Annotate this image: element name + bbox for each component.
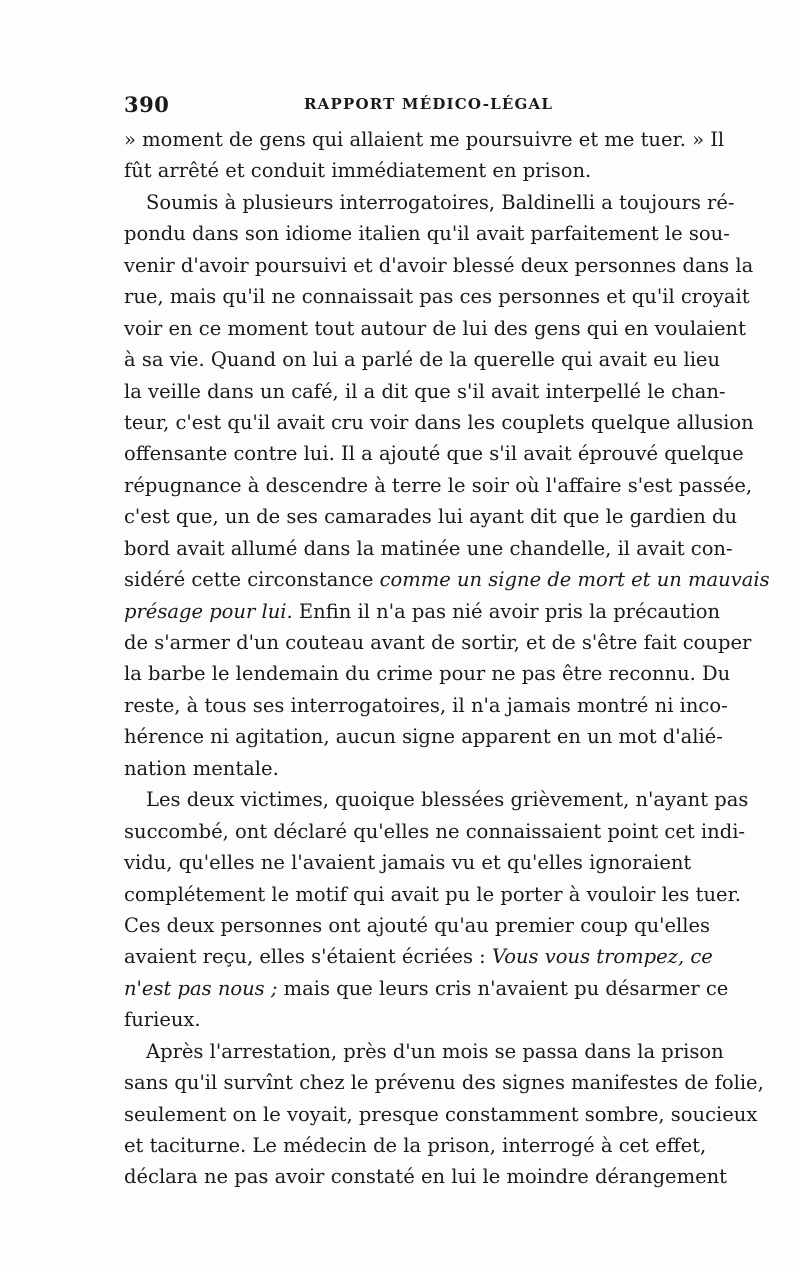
- text-line: [124, 1130, 707, 1161]
- text-line: [124, 564, 770, 595]
- text-line: [124, 784, 749, 815]
- text-line: [124, 281, 750, 312]
- text-line: [124, 250, 754, 281]
- text-segment: de s'armer d'un couteau avant de sortir, et de s'être fait couper: [124, 631, 752, 654]
- text-segment: teur, c'est qu'il avait cru voir dans les couplets quelque allusion: [124, 410, 754, 434]
- text-line: [124, 690, 728, 721]
- text-line: [124, 1067, 764, 1098]
- text-segment: la veille dans un café, il a dit que s'il avait interpellé le chan-: [124, 379, 726, 403]
- text-segment: complétement le motif qui avait pu le porter à vouloir les tuer.: [124, 882, 741, 906]
- text-line: [124, 187, 735, 218]
- text-line: [124, 721, 723, 752]
- text-line: [124, 218, 730, 249]
- italic-text: présage pour lui.: [124, 599, 293, 623]
- text-segment: fût arrêté et conduit immédiatement en prison.: [124, 159, 592, 183]
- text-segment: Enfin il n'a pas nié avoir pris la précaution: [292, 599, 721, 623]
- text-line: [124, 533, 733, 564]
- text-line: [124, 973, 729, 1004]
- text-segment: nation mentale.: [124, 756, 279, 780]
- text-segment: sidéré cette circonstance: [124, 568, 380, 592]
- text-line: [124, 501, 738, 532]
- text-segment: la barbe le lendemain du crime pour ne pas être reconnu. Du: [124, 662, 731, 686]
- text-line: [124, 376, 726, 407]
- text-line: [124, 438, 744, 469]
- text-segment: pondu dans son idiome italien qu'il avait parfaitement le sou-: [124, 222, 730, 246]
- text-line: [124, 470, 753, 501]
- text-line: [124, 847, 692, 878]
- page-number: 390: [124, 92, 170, 117]
- text-line: [124, 910, 711, 941]
- text-segment: offensante contre lui. Il a ajouté que s'il avait éprouvé quelque: [124, 442, 744, 466]
- text-segment: Soumis à plusieurs interrogatoires, Baldinelli a toujours ré-: [146, 190, 735, 214]
- text-line: [124, 344, 721, 375]
- text-segment: bord avait allumé dans la matinée une chandelle, il avait con-: [124, 536, 733, 560]
- running-title: RAPPORT MÉDICO-LÉGAL: [304, 95, 554, 113]
- text-line: [124, 1004, 669, 1035]
- body-text: [124, 124, 770, 1193]
- text-segment: Ces deux personnes ont ajouté qu'au premier coup qu'elles: [124, 913, 711, 937]
- text-line: [124, 941, 713, 972]
- text-segment: hérence ni agitation, aucun signe apparent en un mot d'alié-: [124, 725, 723, 749]
- text-segment: succombé, ont déclaré qu'elles ne connaissaient point cet indi-: [124, 819, 746, 843]
- text-segment: venir d'avoir poursuivi et d'avoir blessé deux personnes dans la: [124, 253, 754, 277]
- italic-text: comme un signe de mort et un mauvais: [379, 568, 770, 592]
- text-segment: vidu, qu'elles ne l'avaient jamais vu et qu'elles ignoraient: [124, 851, 692, 875]
- italic-text: Vous vous trompez, ce: [491, 945, 713, 969]
- text-segment: sans qu'il survînt chez le prévenu des signes manifestes de folie,: [124, 1071, 764, 1095]
- text-line: [124, 753, 669, 784]
- text-segment: Après l'arrestation, près d'un mois se passa dans la prison: [146, 1039, 724, 1063]
- text-line: [124, 407, 754, 438]
- text-line: [124, 596, 721, 627]
- text-line: [124, 313, 746, 344]
- page-header: [124, 92, 669, 118]
- text-segment: et taciturne. Le médecin de la prison, interrogé à cet effet,: [124, 1134, 707, 1157]
- text-segment: à sa vie. Quand on lui a parlé de la querelle qui avait eu lieu: [124, 348, 721, 372]
- text-segment: c'est que, un de ses camarades lui ayant dit que le gardien du: [124, 505, 738, 529]
- text-segment: répugnance à descendre à terre le soir où l'affaire s'est passée,: [124, 473, 753, 497]
- text-segment: avaient reçu, elles s'étaient écriées :: [124, 945, 492, 969]
- text-segment: déclara ne pas avoir constaté en lui le moindre dérangement: [124, 1165, 728, 1189]
- text-line: [124, 879, 741, 910]
- text-segment: furieux.: [124, 1008, 201, 1032]
- text-segment: rue, mais qu'il ne connaissait pas ces personnes et qu'il croyait: [124, 285, 750, 309]
- text-segment: voir en ce moment tout autour de lui des gens qui en voulaient: [124, 316, 746, 340]
- text-segment: » moment de gens qui allaient me poursuivre et me tuer. » Il: [124, 128, 725, 151]
- text-line: [124, 124, 725, 155]
- text-segment: seulement on le voyait, presque constamment sombre, soucieux: [124, 1102, 758, 1126]
- text-line: [124, 627, 752, 658]
- text-segment: Les deux victimes, quoique blessées grièvement, n'ayant pas: [146, 788, 749, 812]
- text-line: [124, 1036, 724, 1067]
- text-line: [124, 1161, 728, 1192]
- text-line: [124, 816, 746, 847]
- text-line: [124, 155, 669, 186]
- text-segment: mais que leurs cris n'avaient pu désarmer ce: [277, 976, 729, 1000]
- text-segment: reste, à tous ses interrogatoires, il n'a jamais montré ni inco-: [124, 693, 728, 717]
- text-line: [124, 658, 731, 689]
- italic-text: n'est pas nous ;: [124, 976, 278, 1000]
- text-line: [124, 1099, 758, 1130]
